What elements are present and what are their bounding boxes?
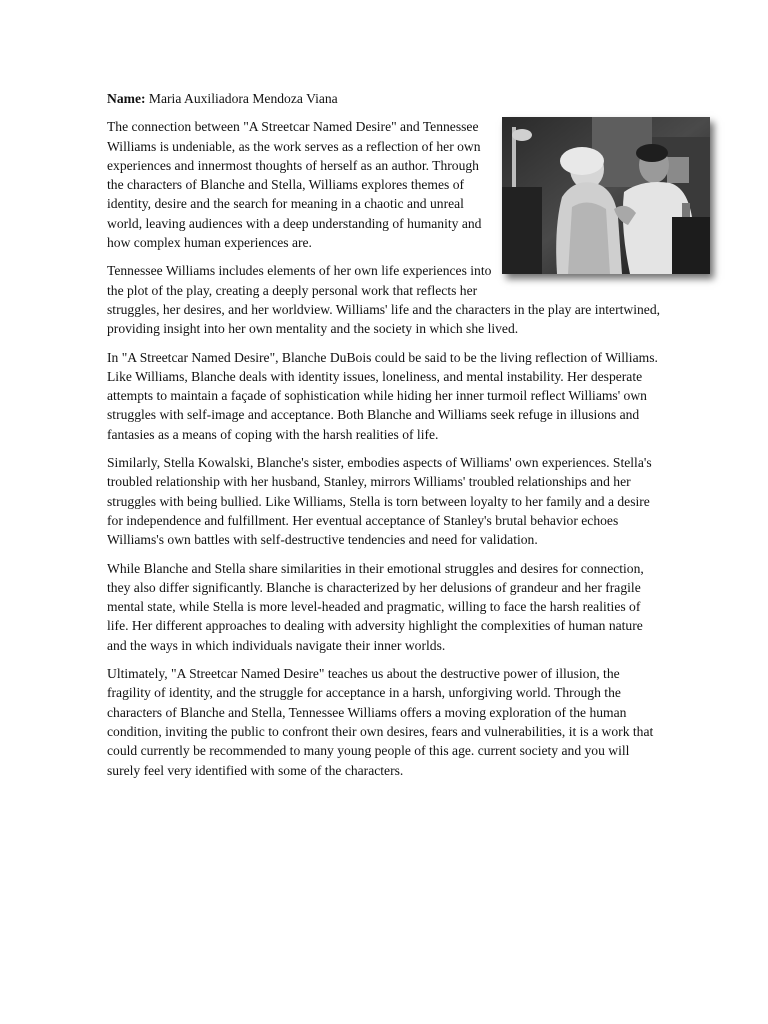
paragraph-2: Tennessee Williams includes elements of her own life experiences into the plot of the play, creating a deeply personal work that reflects her struggles, her desires, and her worldview. Williams' life and the characters in the play are intertwined, providing insight into her own mentality and the society in which she lived. [107,263,661,337]
paragraph-4: Similarly, Stella Kowalski, Blanche's sister, embodies aspects of Williams' own experiences. Stella's troubled relationship with her husband, Stanley, mirrors Williams' troubled relationships and her struggles with being bullied. Like Williams, Stella is torn between loyalty to her family and a desire for independence and fulfillment. Her eventual acceptance of Stanley's brutal behavior echoes Williams's own battles with self-destructive tendencies and need for validation. [107,455,652,548]
document-page [107,89,665,789]
paragraph-5: While Blanche and Stella share similarities in their emotional struggles and desires for connection, they also differ significantly. Blanche is characterized by her delusions of grandeur and her fragile mental state, while Stella is more level-headed and pragmatic, willing to face the harsh realities of life. Her different approaches to dealing with adversity highlight the complexities of human nature and the ways in which individuals navigate their inner worlds. [107,560,644,653]
name-label: Name: [107,91,146,106]
film-still-photo [502,117,710,274]
author-name: Maria Auxiliadora Mendoza Viana [148,91,338,106]
paragraph-1: The connection between "A Streetcar Named Desire" and Tennessee Williams is undeniable, as the work serves as a reflection of her own experiences and innermost thoughts of herself as an author. Through the characters of Blanche and Stella, Williams explores themes of identity, desire and the search for meaning in a chaotic and unreal world, leaving audiences with a deep understanding of humanity and how complex human experiences are. [107,119,482,251]
author-line [107,89,665,108]
paragraph-6: Ultimately, "A Streetcar Named Desire" teaches us about the destructive power of illusion, the fragility of identity, and the struggle for acceptance in a harsh, unforgiving world. Through the characters of Blanche and Stella, Tennessee Williams offers a moving exploration of the human condition, inviting the public to confront their own desires, fears and vulnerabilities, it is a work that could currently be recommended to many young people of this age. current society and you will surely feel very identified with some of the characters. [107,666,654,778]
paragraph-3: In "A Streetcar Named Desire", Blanche DuBois could be said to be the living reflection of Williams. Like Williams, Blanche deals with identity issues, loneliness, and mental instability. Her desperate attempts to maintain a façade of sophistication while hiding her inner turmoil reflect Williams' own struggles with self-image and acceptance. Both Blanche and Williams seek refuge in illusions and fantasies as a means of coping with the harsh realities of life. [107,349,658,442]
photo-illustration [502,117,710,274]
